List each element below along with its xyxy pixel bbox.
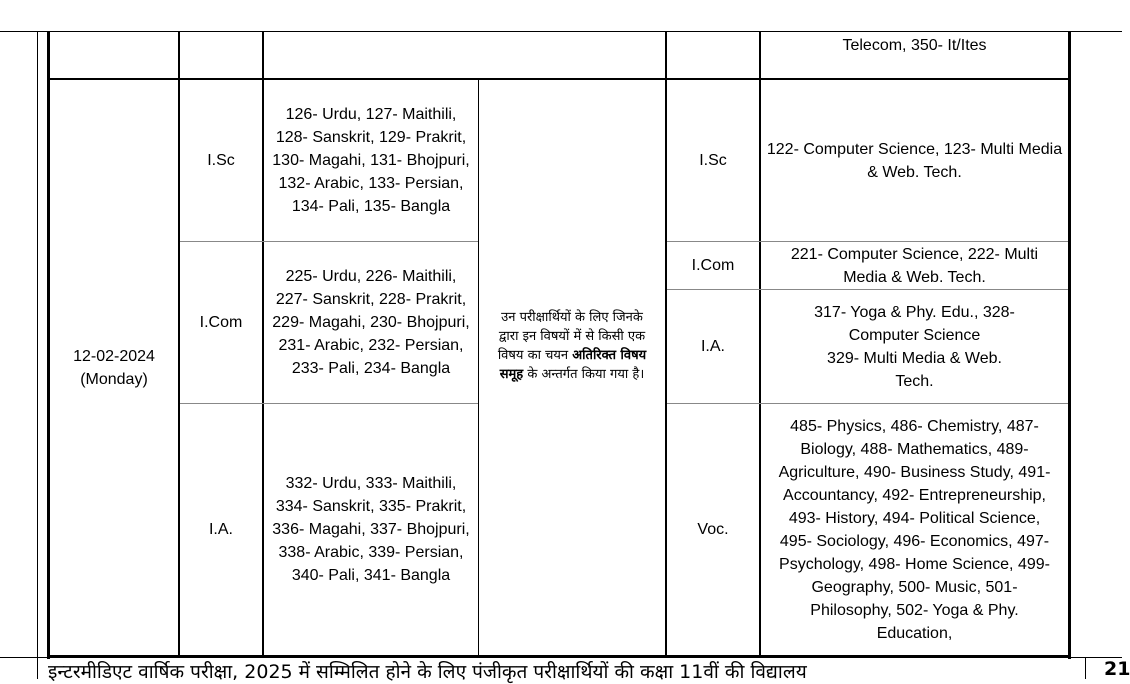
col-divider [478, 80, 479, 657]
stream-cell: Voc. [697, 521, 729, 538]
margin-line [37, 31, 38, 679]
subjects-cell: 221- Computer Science, 222- Multi Media & Web. Tech. [790, 245, 1039, 286]
stream-cell: I.Sc [207, 152, 235, 169]
footer-text: इन्टरमीडिएट वार्षिक परीक्षा, 2025 में सम्मिलित होने के लिए पंजीकृत परीक्षार्थियों की कक्षा 11वीं की विद्यालय [48, 661, 807, 683]
exam-date: 12-02-2024 [73, 347, 155, 365]
table-border [1068, 31, 1071, 659]
subjects-cell: 332- Urdu, 333- Maithili, 334- Sanskrit, 335- Prakrit, 336- Magahi, 337- Bhojpuri, 338- Arabic, 339- Persian, 340- Pali, 341- Bangla [272, 475, 470, 584]
stream-cell: I.A. [700, 338, 725, 355]
note-cell [486, 300, 658, 430]
exam-day: (Monday) [80, 370, 148, 388]
note-text: उन परीक्षार्थियों के लिए जिनके द्वारा इन विषयों में से किसी एक विषय का चयन [497, 310, 646, 363]
stream-cell: I.A. [208, 521, 233, 538]
subjects-cell: 126- Urdu, 127- Maithili, 128- Sanskrit, 129- Prakrit, 130- Magahi, 131- Bhojpuri, 132- Arabic, 133- Persian, 134- Pali, 135- Bangla [272, 106, 470, 215]
note-text: के अन्तर्गत किया गया है। [527, 367, 645, 382]
subjects-text: 317- Yoga & Phy. Edu., 328- Computer Science [814, 303, 1015, 344]
page-number: 21 [1104, 658, 1130, 680]
subjects-cell: 485- Physics, 486- Chemistry, 487- Biology, 488- Mathematics, 489- Agriculture, 490- Business Study, 491- Accountancy, 492- Entrepreneurship, 493- History, 494- Political Science, 495- Sociology, 496- Economics, 497- Psychology, 498- Home Science, 499- Geography, 500- Music, 501- Philosophy, 502- Yoga & Phy. Education, [778, 417, 1051, 642]
subjects-text: 329- Multi Media & Web. Tech. [827, 349, 1002, 390]
subjects-cell: 122- Computer Science, 123- Multi Media & Web. Tech. [766, 140, 1063, 181]
margin-line [1085, 657, 1086, 679]
subjects-cell [761, 290, 1068, 403]
stream-cell: I.Com [199, 314, 243, 331]
subjects-cell: 225- Urdu, 226- Maithili, 227- Sanskrit, 228- Prakrit, 229- Magahi, 230- Bhojpuri, 231- Arabic, 232- Persian, 233- Pali, 234- Bangla [272, 268, 470, 377]
stream-cell: I.Com [691, 257, 735, 274]
date-cell [50, 80, 178, 655]
stream-cell: I.Sc [699, 152, 727, 169]
note-bold: अतिरिक्त विषय समूह [499, 348, 647, 382]
subjects-cell: Telecom, 350- It/Ites [842, 36, 987, 54]
